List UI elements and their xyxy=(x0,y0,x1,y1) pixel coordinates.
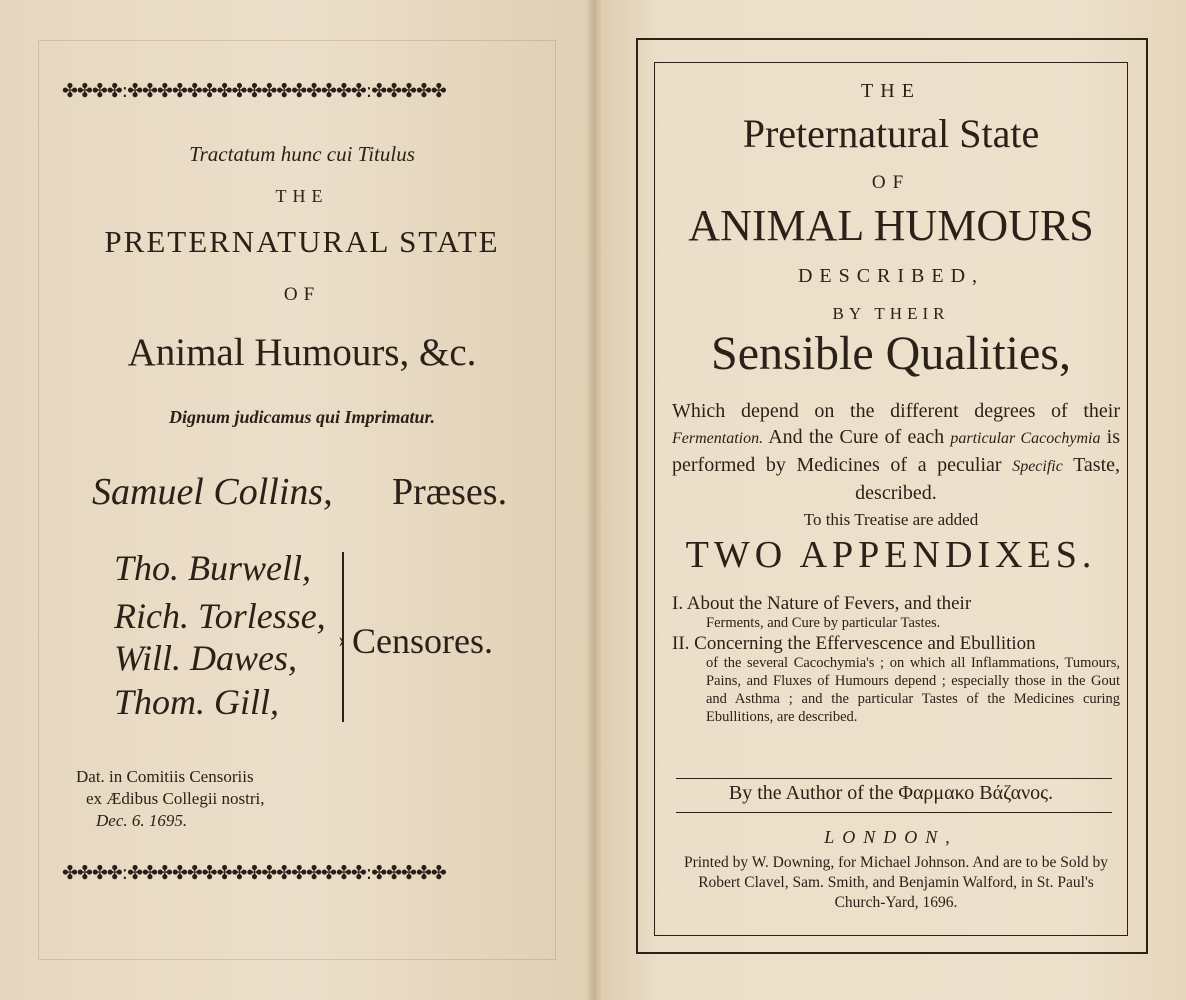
censors-label: Censores. xyxy=(352,621,493,661)
censor-name: Rich. Torlesse, xyxy=(114,596,326,636)
appendixes-heading: TWO APPENDIXES. xyxy=(685,534,1097,576)
dated-line: Dec. 6. 1695. xyxy=(96,811,188,830)
city-line: LONDON, xyxy=(824,827,958,847)
appendix-item xyxy=(672,594,1120,632)
bottom-ornament: ✤✤✤✤:✤✤✤✤✤✤✤✤✤✤✤✤✤✤✤✤:✤✤✤✤✤ xyxy=(62,862,446,884)
appendix-item-body: Ferments, and Cure by particular Tastes. xyxy=(706,615,941,631)
right-subject: ANIMAL HUMOURS xyxy=(688,201,1094,250)
appendix-item-body: of the several Cacochymia's ; on which all Inflammations, Tumours, Pains, and Fluxes of Humours depend ; especially those in the Gout and Asthma ; and the particular Tastes of the Medicines curing Ebullitions, are described. xyxy=(706,655,1120,725)
qualities-line: Sensible Qualities, xyxy=(711,327,1071,380)
divider xyxy=(676,778,1112,779)
right-of: OF xyxy=(871,172,911,193)
book-gutter xyxy=(586,0,602,1000)
right-title: Preternatural State xyxy=(742,111,1040,156)
added-line: To this Treatise are added xyxy=(803,510,979,529)
description-paragraph xyxy=(672,398,1120,506)
imprint: Printed by W. Downing, for Michael Johnson. And are to be Sold by Robert Clavel, Sam. Smith, and Benjamin Walford, in St. Paul's Church-Yard, 1696. xyxy=(683,854,1109,911)
para-italic: Specific xyxy=(1012,458,1063,475)
appendix-list xyxy=(672,594,1120,728)
para-text: Which depend on the different degrees of their xyxy=(672,400,1120,422)
by-their-line: BY THEIR xyxy=(832,304,950,323)
author-line: By the Author of the Φαρμακο Βάζανος. xyxy=(728,782,1054,804)
dated-block xyxy=(76,766,265,832)
censor-name: Tho. Burwell, xyxy=(114,548,312,588)
divider xyxy=(676,812,1112,813)
censor-name: Will. Dawes, xyxy=(114,638,298,678)
para-italic: Fermentation. xyxy=(672,430,764,447)
appendix-item-head: I. About the Nature of Fevers, and their xyxy=(672,593,972,614)
para-italic: particular Cacochymia xyxy=(950,430,1101,447)
left-the: THE xyxy=(275,186,329,206)
para-text: is performed by Medicines of a peculiar xyxy=(672,426,1121,476)
approval-line: Dignum judicamus qui Imprimatur. xyxy=(168,407,436,427)
para-text: And the Cure of each xyxy=(768,426,945,448)
appendix-item xyxy=(672,634,1120,726)
left-title: PRETERNATURAL STATE xyxy=(104,224,500,259)
dated-line: Dat. in Comitiis Censoriis xyxy=(76,767,254,786)
dated-line: ex Ædibus Collegii nostri, xyxy=(86,789,265,808)
imprimatur-intro: Tractatum hunc cui Titulus xyxy=(189,142,415,166)
left-subject: Animal Humours, &c. xyxy=(127,331,477,374)
right-the: THE xyxy=(861,80,921,102)
described-line: DESCRIBED, xyxy=(797,265,985,287)
censor-name: Thom. Gill, xyxy=(114,682,280,722)
brace-tip: › xyxy=(338,627,346,652)
appendix-item-head: II. Concerning the Effervescence and Ebullition xyxy=(672,633,1036,654)
top-ornament: ✤✤✤✤:✤✤✤✤✤✤✤✤✤✤✤✤✤✤✤✤:✤✤✤✤✤ xyxy=(62,80,446,102)
president-title: Præses. xyxy=(392,471,508,513)
para-text: Taste, described. xyxy=(855,454,1121,504)
left-of: OF xyxy=(283,284,321,305)
president-name: Samuel Collins, xyxy=(92,471,333,513)
